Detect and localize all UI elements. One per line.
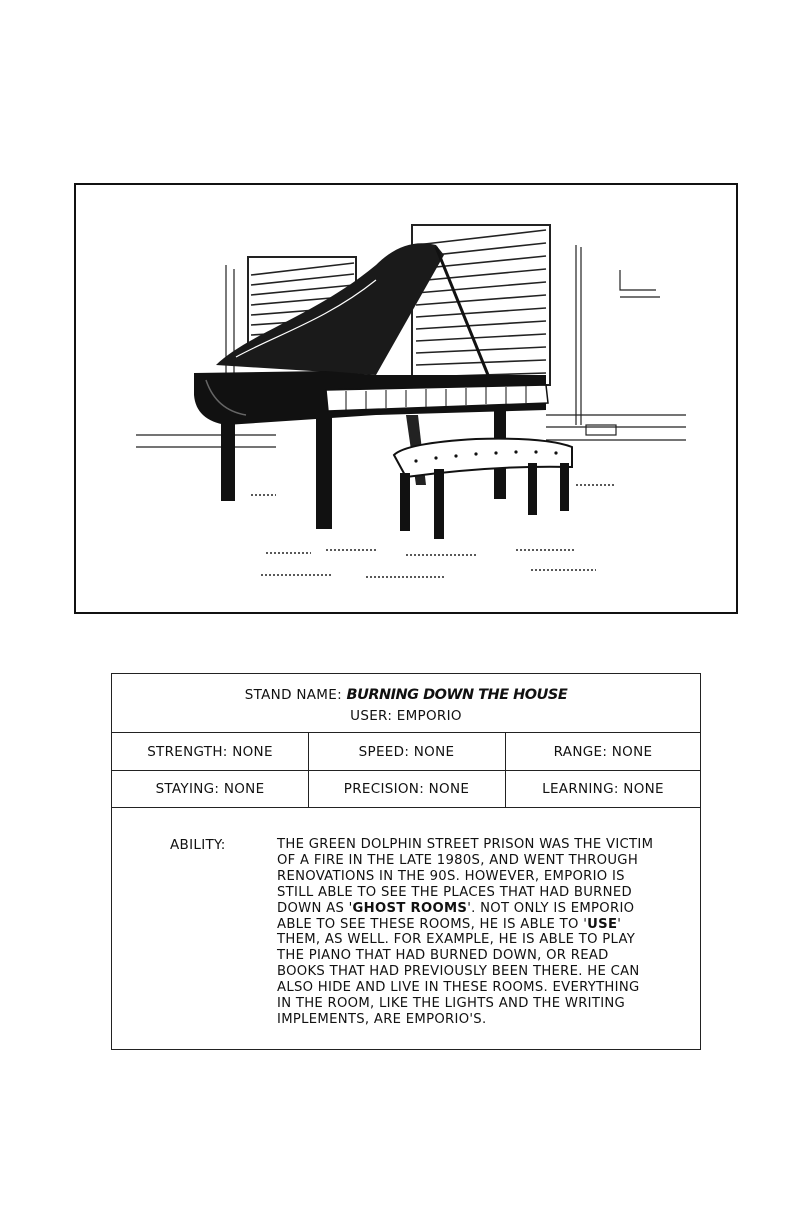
stat-staying: STAYING: NONE [112, 771, 309, 807]
stat-learning: LEARNING: NONE [542, 781, 664, 797]
illustration-panel [74, 183, 738, 614]
stat-precision: PRECISION: NONE [308, 771, 506, 807]
ability-label: ABILITY: [170, 837, 226, 853]
stat-strength: STRENGTH: NONE [112, 733, 309, 770]
user-name: EMPORIO [396, 708, 462, 724]
stand-name-line [112, 687, 700, 703]
grand-piano-icon [76, 185, 738, 614]
use-emphasis: USE [587, 916, 618, 932]
stand-header-row [112, 674, 700, 733]
stat-speed: SPEED: NONE [308, 733, 506, 770]
user-label: USER: [350, 708, 393, 724]
stat-range: RANGE: NONE [553, 743, 653, 760]
stats-row-1 [112, 733, 700, 771]
stand-stats-card [111, 673, 701, 1050]
stand-name: BURNING DOWN THE HOUSE [346, 687, 568, 703]
ability-description: THE GREEN DOLPHIN STREET PRISON WAS THE VICTIM OF A FIRE IN THE LATE 1980S, AND WENT THROUGH RENOVATIONS IN THE 90S. HOWEVER, EMPORIO IS STILL ABLE TO SEE THE PLACES THAT HAD BURNED DOWN AS 'GHOST ROOMS'. NOT ONLY IS EMPORIO ABLE TO SEE THESE ROOMS, HE IS ABLE TO 'USE' THEM, AS WELL. FOR EXAMPLE, HE IS ABLE TO PLAY THE PIANO THAT HAD BURNED DOWN, OR READ BOOKS THAT HAD PREVIOUSLY BEEN THERE. HE CAN ALSO HIDE AND LIVE IN THESE ROOMS. EVERYTHING IN THE ROOM, LIKE THE LIGHTS AND THE WRITING IMPLEMENTS, ARE EMPORIO'S. [277, 837, 654, 1027]
ghost-rooms-emphasis: GHOST ROOMS [352, 900, 468, 916]
stand-name-label: STAND NAME: [244, 687, 342, 703]
user-line [112, 708, 700, 724]
stats-row-2 [112, 771, 700, 808]
